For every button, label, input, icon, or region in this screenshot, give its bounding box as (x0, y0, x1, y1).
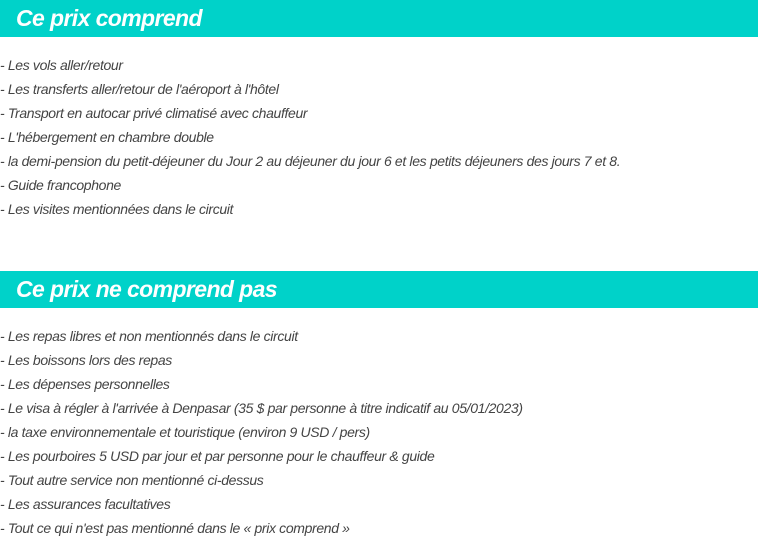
list-item: - L'hébergement en chambre double (0, 129, 214, 145)
list-item: - la demi-pension du petit-déjeuner du Jour 2 au déjeuner du jour 6 et les petits déjeuners des jours 7 et 8. (0, 153, 621, 169)
excluded-list (0, 324, 523, 540)
included-list (0, 53, 620, 221)
list-item: - Les vols aller/retour (0, 57, 123, 73)
list-item: - Les visites mentionnées dans le circuit (0, 201, 234, 217)
included-header (0, 0, 758, 37)
list-item: - Les boissons lors des repas (0, 352, 172, 368)
excluded-header (0, 271, 758, 308)
list-item: - Les assurances facultatives (0, 496, 171, 512)
included-title: Ce prix comprend (16, 5, 202, 31)
list-item: - Guide francophone (0, 177, 121, 193)
excluded-title: Ce prix ne comprend pas (16, 276, 277, 302)
list-item: - Les transferts aller/retour de l'aéroport à l'hôtel (0, 81, 279, 97)
list-item: - Les dépenses personnelles (0, 376, 170, 392)
list-item: - Le visa à régler à l'arrivée à Denpasar (35 $ par personne à titre indicatif au 05/01/2023) (0, 400, 523, 416)
list-item: - Les repas libres et non mentionnés dans le circuit (0, 328, 298, 344)
list-item: - Tout ce qui n'est pas mentionné dans le « prix comprend » (0, 520, 350, 536)
list-item: - Les pourboires 5 USD par jour et par personne pour le chauffeur & guide (0, 448, 435, 464)
list-item: - Transport en autocar privé climatisé avec chauffeur (0, 105, 308, 121)
list-item: - la taxe environnementale et touristique (environ 9 USD / pers) (0, 424, 370, 440)
list-item: - Tout autre service non mentionné ci-dessus (0, 472, 264, 488)
